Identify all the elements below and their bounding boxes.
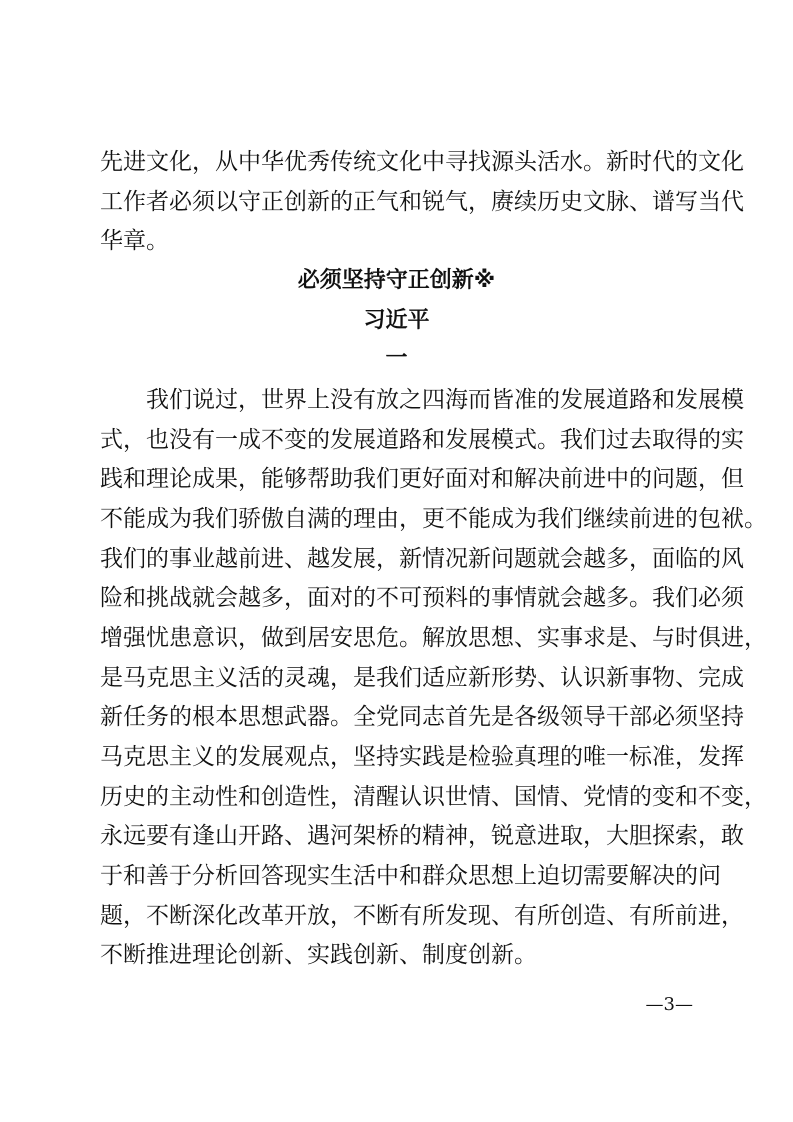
body-line-4: 不能成为我们骄傲自满的理由，更不能成为我们继续前进的包袱。 <box>100 506 767 532</box>
body-line-11: 历史的主动性和创造性，清醒认识世情、国情、党情的变和不变， <box>100 784 767 810</box>
intro-line-3: 华章。 <box>100 228 169 254</box>
body-line-5: 我们的事业越前进、越发展，新情况新问题就会越多，面临的风 <box>100 546 744 572</box>
body-line-12: 永远要有逢山开路、遇河架桥的精神，锐意进取，大胆探索，敢 <box>100 823 744 849</box>
body-line-2: 式，也没有一成不变的发展道路和发展模式。我们过去取得的实 <box>100 427 744 453</box>
body-line-3: 践和理论成果，能够帮助我们更好面对和解决前进中的问题，但 <box>100 466 744 492</box>
body-line-9: 新任务的根本思想武器。全党同志首先是各级领导干部必须坚持 <box>100 704 744 730</box>
section-number: 一 <box>385 346 408 371</box>
article-author: 习近平 <box>363 308 430 333</box>
body-line-1: 我们说过，世界上没有放之四海而皆准的发展道路和发展模 <box>146 387 744 413</box>
intro-line-2: 工作者必须以守正创新的正气和锐气，赓续历史文脉、谱写当代 <box>100 189 744 215</box>
body-line-7: 增强忧患意识，做到居安思危。解放思想、实事求是、与时俱进， <box>100 625 767 651</box>
body-line-6: 险和挑战就会越多，面对的不可预料的事情就会越多。我们必须 <box>100 585 744 611</box>
intro-line-1: 先进文化，从中华优秀传统文化中寻找源头活水。新时代的文化 <box>100 149 744 175</box>
body-line-10: 马克思主义的发展观点，坚持实践是检验真理的唯一标准，发挥 <box>100 744 744 770</box>
body-line-14: 题，不断深化改革开放，不断有所发现、有所创造、有所前进， <box>100 903 744 929</box>
body-line-15: 不断推进理论创新、实践创新、制度创新。 <box>100 942 537 968</box>
body-line-13: 于和善于分析回答现实生活中和群众思想上迫切需要解决的问 <box>100 863 721 889</box>
body-line-8: 是马克思主义活的灵魂，是我们适应新形势、认识新事物、完成 <box>100 665 744 691</box>
page-number: —3— <box>645 994 693 1015</box>
article-title: 必须坚持守正创新※ <box>297 268 496 293</box>
